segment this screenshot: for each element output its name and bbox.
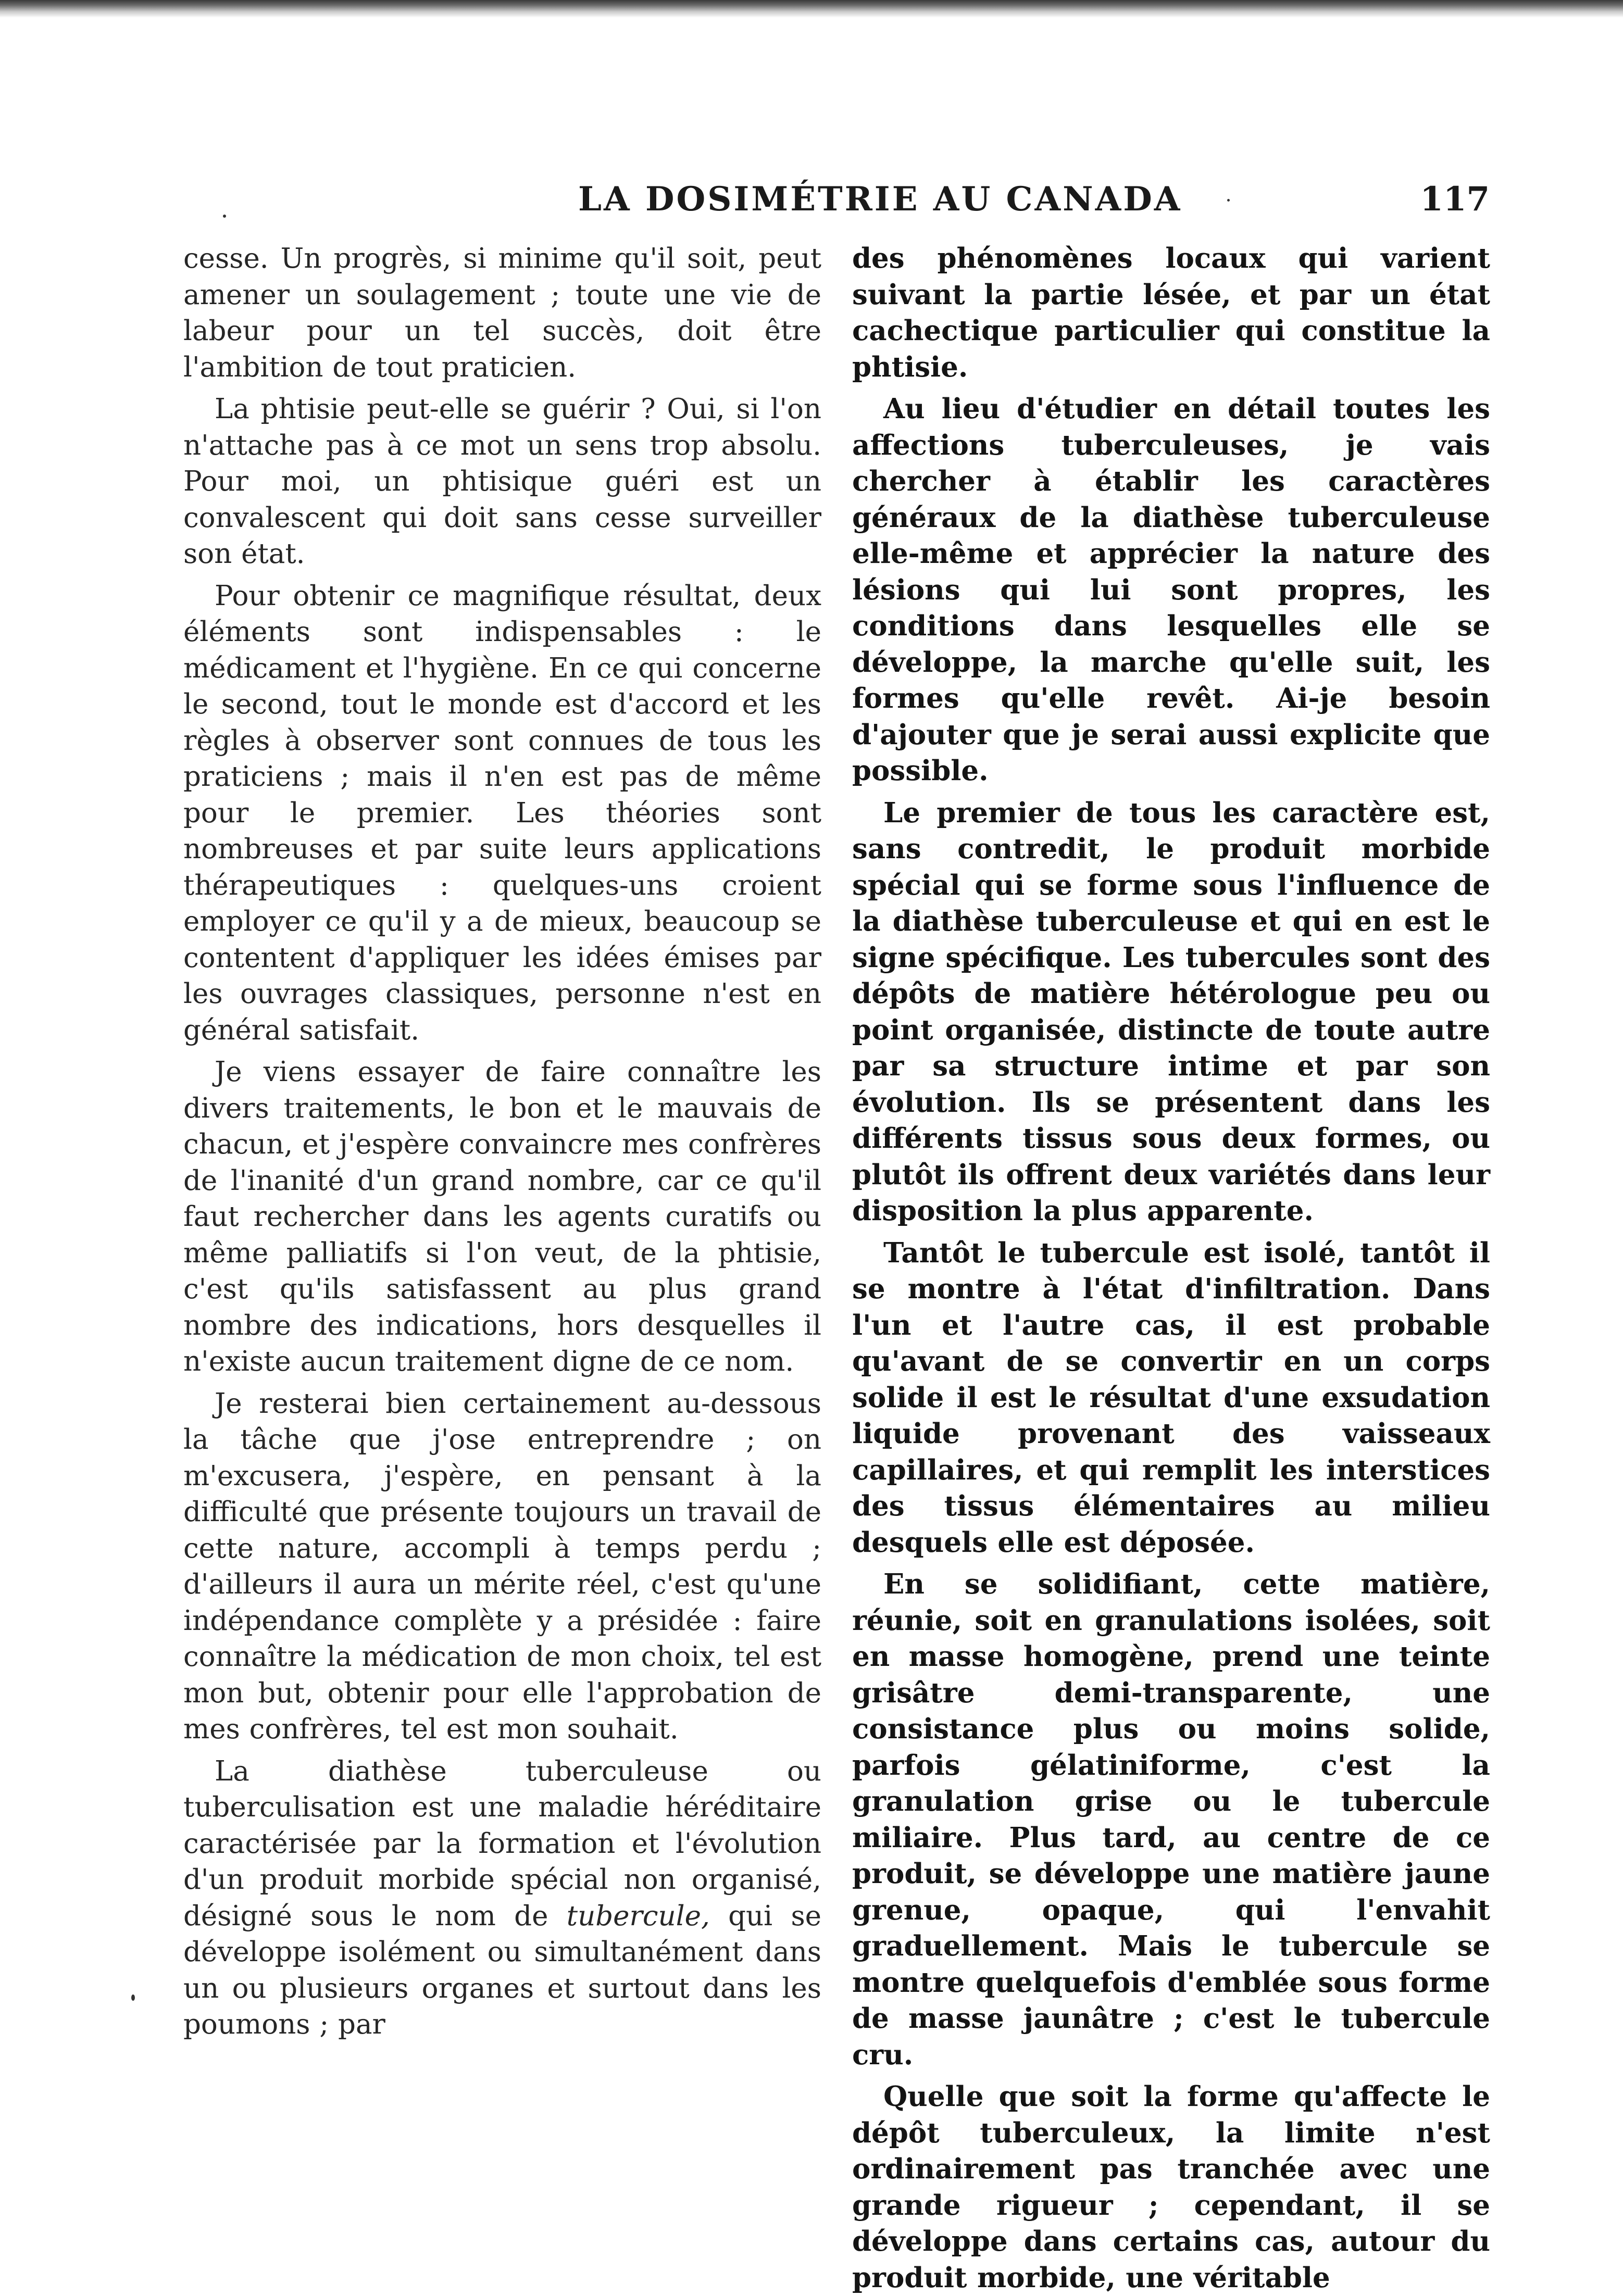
paragraph: La phtisie peut-elle se guérir ? Oui, si l'on n'attache pas à ce mot un sens trop absolu. Pour moi, un phtisique guéri est un convalescent qui doit sans cesse surveiller son état. [183, 393, 821, 570]
right-column [852, 241, 1490, 2294]
paragraph-text: qui se développe isolément ou simultanément dans un ou plusieurs organes et surtout dans les poumons ; par [183, 1900, 822, 2040]
scan-speck [223, 215, 226, 218]
paragraph: Je viens essayer de faire connaître les divers traitements, le bon et le mauvais de chacun, et j'espère convaincre mes confrères de l'inanité d'un grand nombre, car ce qu'il faut rechercher dans les agents curatifs ou même palliatifs si l'on veut, de la phtisie, c'est qu'ils satisfassent au plus grand nombre des indications, hors desquelles il n'existe aucun traitement digne de ce nom. [183, 1056, 821, 1377]
paragraph-text: La diathèse tuberculeuse ou tuberculisation est une maladie héréditaire caractérisée par la formation et l'évolution d'un produit morbide spécial non organisé, désigné sous le nom de [183, 1755, 821, 1932]
paragraph: En se solidifiant, cette matière, réunie, soit en granulations isolées, soit en masse homogène, prend une teinte grisâtre demi-transparente, une consistance plus ou moins solide, parfois gélatiniforme, c'est la granulation grise ou le tubercule miliaire. Plus tard, au centre de ce produit, se développe une matière jaune grenue, opaque, qui l'envahit graduellement. Mais le tubercule se montre quelquefois d'emblée sous forme de masse jaunâtre ; c'est le tubercule cru. [852, 1568, 1490, 2071]
running-title: LA DOSIMÉTRIE AU CANADA [578, 180, 1182, 219]
scan-top-edge [0, 0, 1623, 18]
paragraph: Tantôt le tubercule est isolé, tantôt il se montre à l'état d'infiltration. Dans l'un et l'autre cas, il est probable qu'avant de se convertir en un corps solide il est le résultat d'une exsudation liquide provenant des vaisseaux capillaires, et qui remplit les interstices des tissus élémentaires au milieu desquels elle est déposée. [852, 1236, 1490, 1559]
paragraph: Au lieu d'étudier en détail toutes les affections tuberculeuses, je vais chercher à établir les caractères généraux de la diathèse tuberculeuse elle-même et apprécier la nature des lésions qui lui sont propres, les conditions dans lesquelles elle se développe, la marche qu'elle suit, les formes qu'elle revêt. Ai-je besoin d'ajouter que je serai aussi explicite que possible. [852, 393, 1490, 787]
paragraph: Je resterai bien certainement au-dessous la tâche que j'ose entreprendre ; on m'excusera, j'espère, en pensant à la difficulté que présente toujours un travail de cette nature, accompli à temps perdu ; d'ailleurs il aura un mérite réel, c'est qu'une indépendance complète y a présidée : faire connaître la médication de mon choix, tel est mon but, obtenir pour elle l'approbation de mes confrères, tel est mon souhait. [183, 1387, 821, 1745]
running-header [182, 180, 1490, 227]
page-number: 117 [1420, 180, 1490, 219]
paragraph: Le premier de tous les caractère est, sans contredit, le produit morbide spécial qui se forme sous l'influence de la diathèse tuberculeuse et qui en est le signe spécifique. Les tubercules sont des dépôts de matière hétérologue peu ou point organisée, distincte de toute autre par sa structure intime et par son évolution. Ils se présentent dans les différents tissus sous deux formes, ou plutôt ils offrent deux variétés dans leur disposition la plus apparente. [852, 796, 1490, 1227]
scan-speck [131, 1994, 135, 2001]
paragraph: Pour obtenir ce magnifique résultat, deux éléments sont indispensables : le médicament et l'hygiène. En ce qui concerne le second, tout le monde est d'accord et les règles à observer sont connues de tous les praticiens ; mais il n'en est pas de même pour le premier. Les théories sont nombreuses et par suite leurs applications thérapeutiques : quelques-uns croient employer ce qu'il y a de mieux, beaucoup se contentent d'appliquer les idées émises par les ouvrages classiques, personne n'est en général satisfait. [183, 580, 821, 1046]
italic-term: tubercule, [566, 1900, 710, 1932]
paragraph: cesse. Un progrès, si minime qu'il soit, peut amener un soulagement ; toute une vie de labeur pour un tel succès, doit être l'ambition de tout praticien. [183, 243, 821, 383]
left-column [183, 241, 822, 2040]
scan-speck [1227, 199, 1230, 202]
paragraph: Quelle que soit la forme qu'affecte le dépôt tuberculeux, la limite n'est ordinairement pas tranchée avec une grande rigueur ; cependant, il se développe dans certains cas, autour du produit morbide, une véritable [852, 2080, 1490, 2294]
paragraph [183, 1753, 821, 2043]
paragraph: des phénomènes locaux qui varient suivant la partie lésée, et par un état cachectique particulier qui constitue la phtisie. [852, 242, 1490, 383]
